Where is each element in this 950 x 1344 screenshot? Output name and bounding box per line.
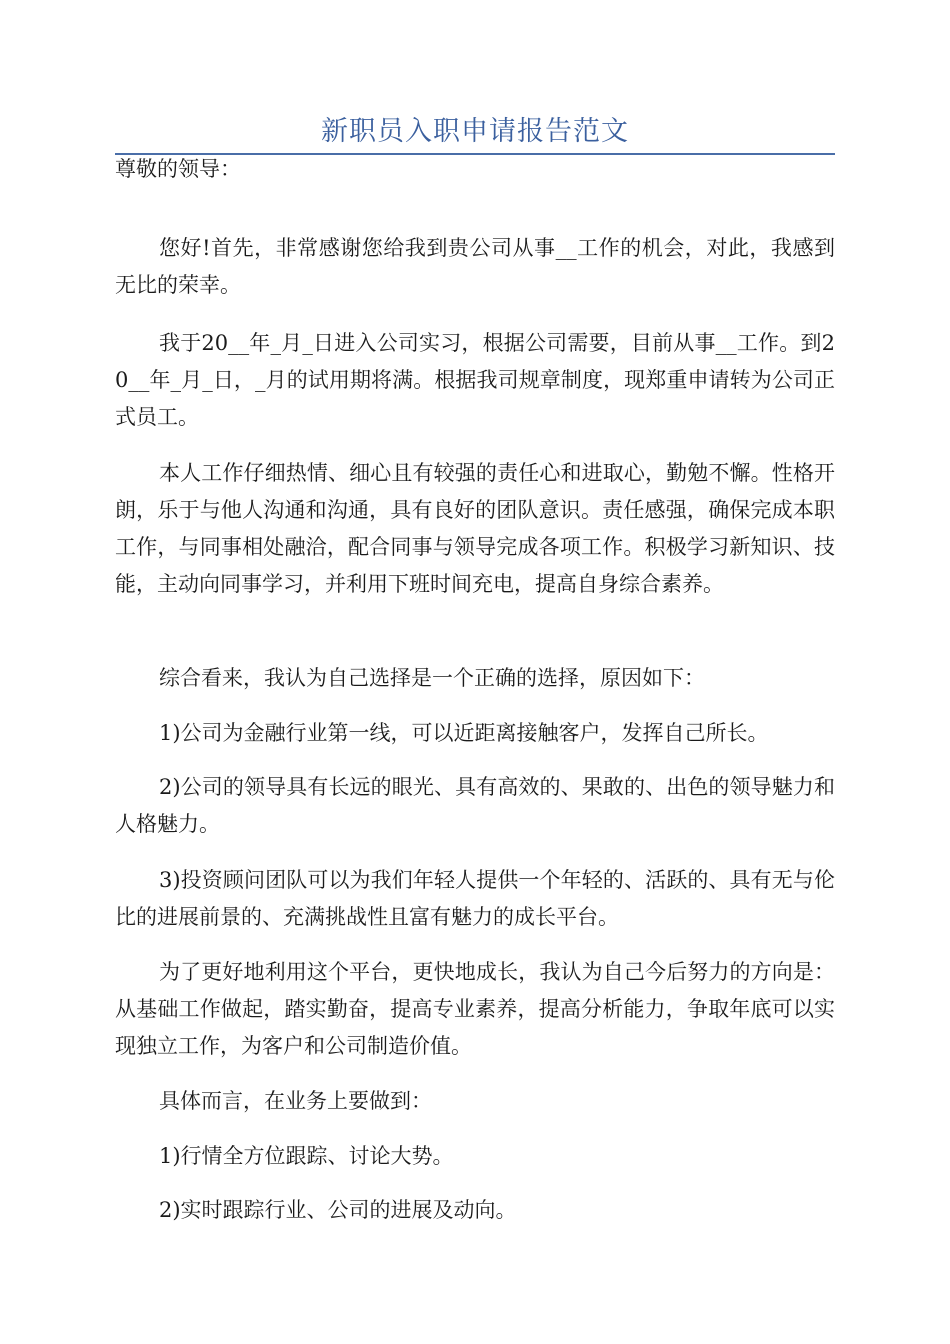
paragraph-self-assessment: 本人工作仔细热情、细心且有较强的责任心和进取心，勤勉不懈。性格开朗，乐于与他人沟通和沟通，具有良好的团队意识。责任感强，确保完成本职工作，与同事相处融洽，配合同事与领导完成各项工作。积极学习新知识、技能，主动向同事学习，并利用下班时间充电，提高自身综合素养。	[115, 461, 835, 596]
paragraph-summary: 综合看来，我认为自己选择是一个正确的选择，原因如下：	[159, 666, 705, 690]
list-item-reason-1: 1)公司为金融行业第一线，可以近距离接触客户，发挥自己所长。	[159, 721, 769, 745]
document-title: 新职员入职申请报告范文	[321, 116, 629, 147]
list-item-task-1: 1)行情全方位跟踪、讨论大势。	[159, 1144, 454, 1168]
salutation: 尊敬的领导：	[115, 157, 241, 181]
document-page	[115, 0, 835, 1344]
paragraph-greeting: 您好!首先，非常感谢您给我到贵公司从事__工作的机会，对此，我感到无比的荣幸。	[115, 236, 835, 297]
list-item-reason-2: 2)公司的领导具有长远的眼光、具有高效的、果敢的、出色的领导魅力和人格魅力。	[115, 775, 835, 836]
paragraph-specifics: 具体而言，在业务上要做到：	[159, 1089, 432, 1113]
paragraph-internship: 我于20__年_月_日进入公司实习，根据公司需要，目前从事__工作。到20__年_月_日，_月的试用期将满。根据我司规章制度，现郑重申请转为公司正式员工。	[115, 331, 835, 429]
paragraph-direction: 为了更好地利用这个平台，更快地成长，我认为自己今后努力的方向是：从基础工作做起，踏实勤奋，提高专业素养，提高分析能力，争取年底可以实现独立工作，为客户和公司制造价值。	[115, 960, 835, 1058]
list-item-reason-3: 3)投资顾问团队可以为我们年轻人提供一个年轻的、活跃的、具有无与伦比的进展前景的、充满挑战性且富有魅力的成长平台。	[115, 868, 835, 929]
list-item-task-2: 2)实时跟踪行业、公司的进展及动向。	[159, 1198, 517, 1222]
